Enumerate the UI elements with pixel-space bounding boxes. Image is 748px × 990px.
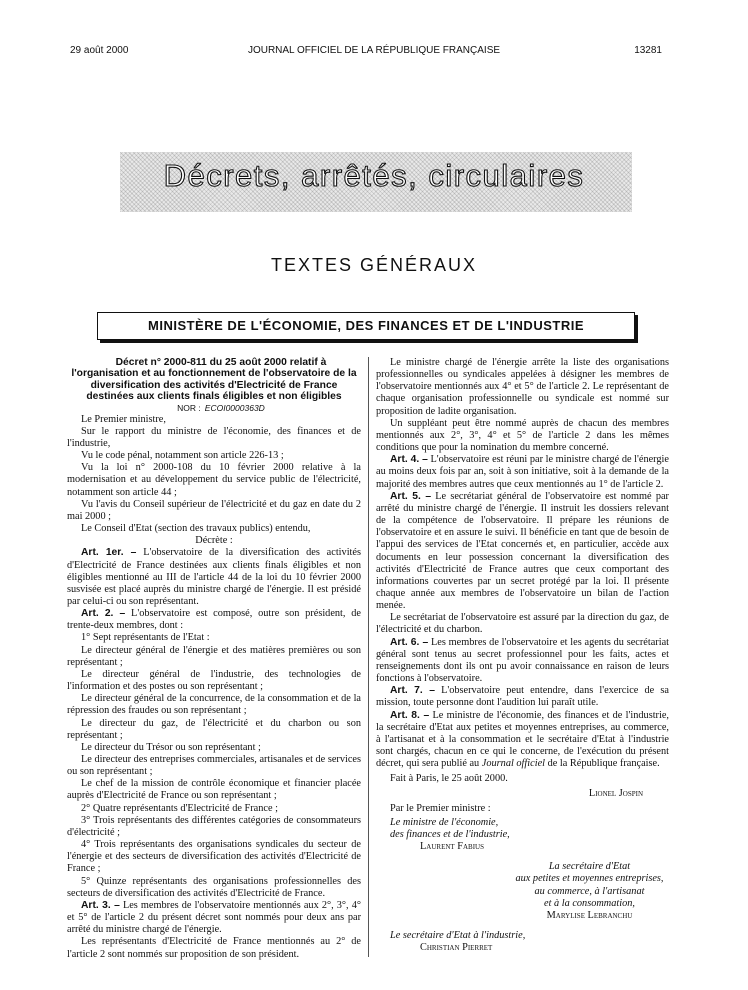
signature-pm: Lionel Jospin: [588, 788, 643, 800]
list-item: Le directeur général de l'industrie, des technologies de l'information et des postes ou son représentant ;: [67, 668, 361, 693]
list-item: 3° Trois représentants des différentes catégories de consommateurs d'électricité ;: [67, 814, 361, 838]
journal-title: JOURNAL OFFICIEL DE LA RÉPUBLIQUE FRANÇAISE: [247, 45, 501, 56]
right-column: [376, 357, 669, 954]
article-text: L'observatoire de la diversification des activités d'Electricité de France destinées aux clients finals éligibles et non éligibles mentionné au III de l'article 44 de la loi du 10 février 2000 susvisée est placé auprès du ministre chargé de l'énergie. Il est présidé par celui-ci ou son représentant.: [67, 547, 361, 607]
signature-block-minister: [376, 817, 669, 853]
article-label: Art. 7. –: [390, 685, 435, 697]
banner-title: Décrets, arrêtés, circulaires: [163, 158, 585, 193]
preamble-line: Vu l'avis du Conseil supérieur de l'électricité et du gaz en date du 2 mai 2000 ;: [67, 498, 361, 522]
article-text: Les membres de l'observatoire mentionnés aux 2°, 3°, 4° et 5° de l'article 2 du présent décret sont nommés pour deux ans par arrêté du ministre chargé de l'énergie.: [67, 899, 361, 936]
signatory-title: Le secrétaire d'Etat à l'industrie,: [390, 930, 526, 942]
article-text: L'observatoire peut entendre, dans l'exercice de sa mission, toute personne dont l'audition lui paraît utile.: [376, 685, 669, 709]
article-5: [376, 491, 669, 613]
preamble-line: Sur le rapport du ministre de l'économie, des finances et de l'industrie,: [67, 425, 361, 449]
article-3: [67, 900, 361, 936]
column-divider: [368, 357, 369, 957]
nor-label: NOR :: [177, 402, 201, 413]
article-2: [67, 608, 361, 632]
article-label: Art. 8. –: [390, 709, 430, 721]
article-text: L'observatoire est composé, outre son président, de trente-deux membres, dont :: [67, 608, 362, 632]
paragraph: Un suppléant peut être nommé auprès de chacun des membres mentionnés aux 2°, 3°, 4° et 5° de l'article 2 dans les mêmes conditions que pour la nomination du membre concerné.: [376, 417, 669, 454]
signatory-title: des finances et de l'industrie,: [390, 828, 510, 840]
fait-line: Fait à Paris, le 25 août 2000.: [390, 773, 508, 785]
article-text: Les membres de l'observatoire et les agents du secrétariat général sont tenus au secret professionnel pour les faits, actes et renseignements dont ils ont pu avoir connaissance en raison de leurs fonctions à l'observatoire.: [376, 636, 669, 685]
signatory-title: Le ministre de l'économie,: [390, 816, 499, 828]
article-7: [376, 685, 669, 709]
signature-block-secretaire: [376, 861, 669, 922]
signatory-name: Christian Pierret: [420, 942, 493, 954]
article-label: Art. 2. –: [81, 608, 126, 620]
article-4: [376, 454, 669, 490]
article-text: L'observatoire est réuni par le ministre chargé de l'énergie au moins deux fois par an, soit à son initiative, soit à la demande de la majorité des membres autres que ceux mentionnés au 1° de l'article 2.: [376, 454, 669, 490]
signatory-title: La secrétaire d'Etat: [548, 861, 631, 873]
header-date: 29 août 2000: [70, 45, 129, 56]
preamble-line: Le Conseil d'Etat (section des travaux publics) entendu,: [81, 523, 311, 535]
article-text: Le secrétariat général de l'observatoire est nommé par arrêté du ministre chargé de l'énergie. Il instruit les dossiers relevant de la compétence de l'observatoire. Il prépare les réunions de l'observatoire et en assure le suivi. Il bénéficie en tant que de besoin de l'appui des services de l'Etat concernés et, en particulier, accède aux documents en leur possession concernant la diversification des activités d'Electricité de France autres que ceux comportant des informations couvertes par un secret protégé par la loi. Il présente chaque année aux membres de l'observatoire un bilan de l'action menée.: [376, 490, 669, 612]
article-label: Art. 1er. –: [81, 547, 137, 559]
list-item: Le chef de la mission de contrôle économique et financier placée auprès d'Electricité de France ou son représentant ;: [67, 778, 361, 802]
list-item: Le directeur du Trésor ou son représentant ;: [81, 741, 261, 753]
list-item: Le directeur du gaz, de l'électricité et du charbon ou son représentant ;: [67, 717, 361, 741]
list-item: 4° Trois représentants des organisations syndicales du secteur de l'énergie et des secteurs de diversification des activités d'Electricité de France ;: [67, 839, 361, 875]
article-label: Art. 5. –: [390, 490, 432, 502]
article-6: [376, 637, 669, 686]
article-label: Art. 4. –: [390, 454, 428, 466]
list-item: Le directeur général de l'énergie et des matières premières ou son représentant ;: [67, 644, 361, 668]
list-item: 5° Quinze représentants des organisations professionnelles des secteurs de diversification des activités d'Electricité de France.: [67, 875, 361, 899]
page-number: 13281: [634, 45, 662, 56]
list-item: Le directeur des entreprises commerciales, artisanales et de services ou son représentant ;: [67, 754, 361, 778]
section-title: TEXTES GÉNÉRAUX: [270, 255, 478, 275]
article-1: [67, 547, 361, 608]
article-text: Le ministre de l'économie, des finances et de l'industrie, la secrétaire d'Etat aux petites et moyennes entreprises, au commerce, à l'artisanat et à la consommation et le secrétaire d'Etat à l'industrie sont chargés, chacun en ce qui le concerne, de l'exécution du présent décret, qui sera publié au: [376, 709, 669, 770]
article-8: [376, 710, 669, 771]
signatory-title: aux petites et moyennes entreprises,: [515, 873, 664, 885]
nor-line: [67, 403, 361, 414]
ministry-box: MINISTÈRE DE L'ÉCONOMIE, DES FINANCES ET DE L'INDUSTRIE: [97, 312, 635, 340]
journal-officiel-ref: Journal officiel: [481, 758, 545, 770]
decree-title: Décret n° 2000-811 du 25 août 2000 relatif à l'organisation et au fonctionnement de l'observatoire de la diversification des activités d'Electricité de France destinées aux clients finals éligibles et non éligibles: [71, 357, 357, 403]
signatory-name: Laurent Fabius: [420, 841, 484, 853]
list-item: Le directeur général de la concurrence, de la consommation et de la répression des fraudes ou son représentant ;: [67, 693, 361, 717]
page-header: [0, 45, 748, 59]
left-column: [67, 357, 361, 961]
paragraph: Le secrétariat de l'observatoire est assuré par la direction du gaz, de l'électricité et du charbon.: [376, 612, 669, 636]
preamble-line: Vu le code pénal, notamment son article 226-13 ;: [81, 450, 284, 462]
list-item: 2° Quatre représentants d'Electricité de France ;: [81, 802, 278, 814]
nor-code: ECOI0000363D: [204, 402, 265, 413]
article-text: de la République française.: [547, 758, 660, 770]
preamble-line: Le Premier ministre,: [81, 413, 166, 425]
signatory-name: Marylise Lebranchu: [546, 909, 633, 921]
decrete-line: Décrète :: [195, 535, 233, 547]
signatory-title: au commerce, à l'artisanat: [534, 885, 645, 897]
paragraph: Le ministre chargé de l'énergie arrête la liste des organisations professionnelles ou syndicales appelées à désigner les membres de l'observatoire mentionnés aux 4° et 5° de l'article 2. Le représentant de chaque organisation professionnelle ou syndicale est nommé sur proposition de ladite organisation.: [376, 357, 669, 417]
par-premier-ministre: Par le Premier ministre :: [390, 802, 491, 814]
preamble-line: Vu la loi n° 2000-108 du 10 février 2000 relative à la modernisation et au développement du service public de l'électricité, notamment son article 44 ;: [67, 462, 361, 498]
article-label: Art. 6. –: [390, 636, 429, 648]
article-label: Art. 3. –: [81, 899, 120, 911]
signature-block-industrie: [376, 930, 669, 954]
list-item: 1° Sept représentants de l'Etat :: [81, 632, 210, 644]
signatory-title: et à la consommation,: [544, 897, 635, 909]
paragraph: Les représentants d'Electricité de France mentionnés au 2° de l'article 2 sont nommés sur proposition de son président.: [67, 936, 361, 960]
